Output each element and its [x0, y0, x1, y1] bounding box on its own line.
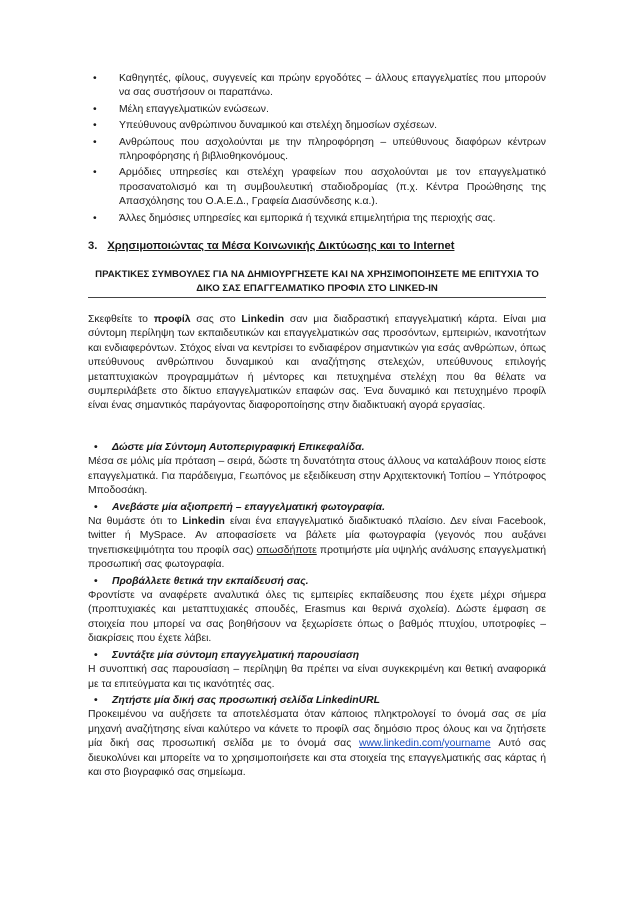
caps-title: ΠΡΑΚΤΙΚΕΣ ΣΥΜΒΟΥΛΕΣ ΓΙΑ ΝΑ ΔΗΜΙΟΥΡΓΗΣΕΤΕ ΚΑΙ ΝΑ ΧΡΗΣΙΜΟΠΟΙΗΣΕΤΕ ΜΕ ΕΠΙΤΥΧΙΑ ΤΟ ΔΙΚΟ ΣΑΣ ΕΠΑΓΓΕΛΜΑΤΙΚΟ ΠΡΟΦΙΛ ΣΤΟ LINKED-IN: [95, 269, 539, 294]
tips-list: [88, 441, 546, 782]
list-item: • Ανθρώπους που ασχολούνται με την πληροφόρηση – υπεύθυνους διαφόρων κέντρων πληροφόρησης ή βιβλιοθηκονόμους.: [93, 136, 546, 163]
bullet-icon: •: [94, 442, 98, 453]
tip-title: • Ανεβάστε μία αξιοπρεπή – επαγγελματική φωτογραφία.: [88, 501, 546, 515]
contacts-bullet-list: [93, 72, 546, 228]
bullet-icon: •: [94, 649, 98, 661]
tip-title: • Προβάλλετε θετικά την εκπαίδευσή σας.: [88, 575, 546, 589]
bullet-icon: •: [94, 501, 98, 513]
section-number: 3.: [88, 240, 98, 252]
bullet-icon: •: [93, 120, 97, 132]
section-heading: [88, 239, 546, 253]
bullet-icon: •: [93, 103, 97, 115]
tip-body: Μέσα σε μόλις μία πρόταση – σειρά, δώστε τη δυνατότητα στους άλλους να καταλάβουν ποιος είστε επαγγελματικά. Για παράδειγμα, Γεωπόνος με εξειδίκευση στην Αρχιτεκτονική Τοπίου – Υπότροφος Μποδοσάκη.: [88, 456, 546, 497]
bullet-icon: •: [94, 575, 98, 587]
bullet-icon: •: [93, 212, 97, 224]
tip-body: Να θυμάστε ότι το Linkedin είναι ένα επαγγελματικό διαδικτυακό πλαίσιο. Δεν είναι Facebook, twitter ή MySpace. Αν αποφασίσετε να βάλετε μία φωτογραφία (γεγονός που αυξάνει τηνεπισκεψιμότητα του προφίλ σας) οπωσδήποτε προτιμήστε μία υψηλής ανάλυσης επαγγελματική προσωπική σας φωτογραφία.: [88, 516, 546, 571]
list-item: • Υπεύθυνους ανθρώπινου δυναμικού και στελέχη δημοσίων σχέσεων.: [93, 119, 546, 133]
bullet-icon: •: [94, 694, 98, 706]
bullet-icon: •: [93, 73, 97, 84]
tip-body: Προκειμένου να αυξήσετε τα αποτελέσματα όταν κάποιος πληκτρολογεί το όνομά σας σε μία μηχανή αναζήτησης είναι καλύτερο να κάνετε το προφίλ σας δημόσιο προς όλους και να ζητήσετε μία δική σας προσωπική σελίδα με το όνομά σας www.linkedin.com/yourname Αυτό σας διευκολύνει και μπορείτε να το χρησιμοποιήσετε και στα στοιχεία της επαγγελματικής σας κάρτας ή και στο βιογραφικό σας σημείωμα.: [88, 709, 546, 778]
intro-paragraph: Σκεφθείτε το προφίλ σας στο Linkedin σαν μια διαδραστική επαγγελματική κάρτα. Είναι μια σύντομη περίληψη των εκπαιδευτικών και επαγγελματικών σας προσόντων, εμπειριών, ικανοτήτων και ενδιαφερόντων. Στόχος είναι να κεντρίσει το ενδιαφέρον σημαντικών για εσάς ανθρώπων, όπως υπεύθυνους ανθρώπινου δυναμικού και αναζήτησης στελεχών, υπεύθυνους επιλογής μεταπτυχιακών προγραμμάτων ή μέντορες και πετυχημένα στελέχη που θα θέλατε να συμπεριλάβετε στο δίκτυο επαγγελματικών επαφών σας. Ένα δυναμικό και πετυχημένο προφίλ είναι ένας σημαντικός παράγοντας διαφοροποίησης στην διαδικτυακή αγορά εργασίας.: [88, 314, 546, 412]
bullet-icon: •: [93, 167, 97, 179]
tip-title: • Δώστε μία Σύντομη Αυτοπεριγραφική Επικεφαλίδα.: [88, 441, 546, 455]
tip-body: Η συνοπτική σας παρουσίαση – περίληψη θα πρέπει να είναι συγκεκριμένη και θετική αναφορικά με τα επιτεύγματα και τις ικανότητές σας.: [88, 664, 546, 690]
horizontal-divider: [88, 297, 546, 298]
tip-body: Φροντίστε να αναφέρετε αναλυτικά όλες τις εμπειρίες εκπαίδευσης που έχετε μέχρι σήμερα (προπτυχιακές και μεταπτυχιακές σπουδές, Erasmus και θερινά σχολεία). Δώστε έμφαση σε στοιχεία που μπορεί να σας βοηθήσουν να ξεχωρίσετε όπως ο βαθμός πτυχίου, υποτροφίες – διακρίσεις που έχετε λάβει.: [88, 590, 546, 645]
bullet-icon: •: [93, 136, 97, 148]
section-title: Χρησιμοποιώντας τα Μέσα Κοινωνικής Δικτύωσης και το Internet: [107, 240, 455, 252]
list-item: • Καθηγητές, φίλους, συγγενείς και πρώην εργοδότες – άλλους επαγγελματίες που μπορούν να σας συστήσουν οι παραπάνω.: [93, 73, 546, 99]
linkedin-profile-link[interactable]: www.linkedin.com/yourname: [358, 738, 491, 750]
list-item: • Μέλη επαγγελματικών ενώσεων.: [93, 103, 546, 117]
list-item: • Άλλες δημόσιες υπηρεσίες και εμπορικά ή τεχνικά επιμελητήρια της περιοχής σας.: [93, 212, 546, 226]
tip-title: • Ζητήστε μία δική σας προσωπική σελίδα LinkedinURL: [88, 694, 546, 708]
list-item: • Αρμόδιες υπηρεσίες και στελέχη γραφείων που ασχολούνται με τον επαγγελματικό προσανατολισμό και τη συμβουλευτική σταδιοδρομίας (π.χ. Κέντρα Προώθησης της Απασχόλησης του Ο.Α.Ε.Δ., Γραφεία Διασύνδεσης κ.α.).: [93, 167, 546, 208]
tip-title: • Συντάξτε μία σύντομη επαγγελματική παρουσίαση: [88, 649, 546, 663]
